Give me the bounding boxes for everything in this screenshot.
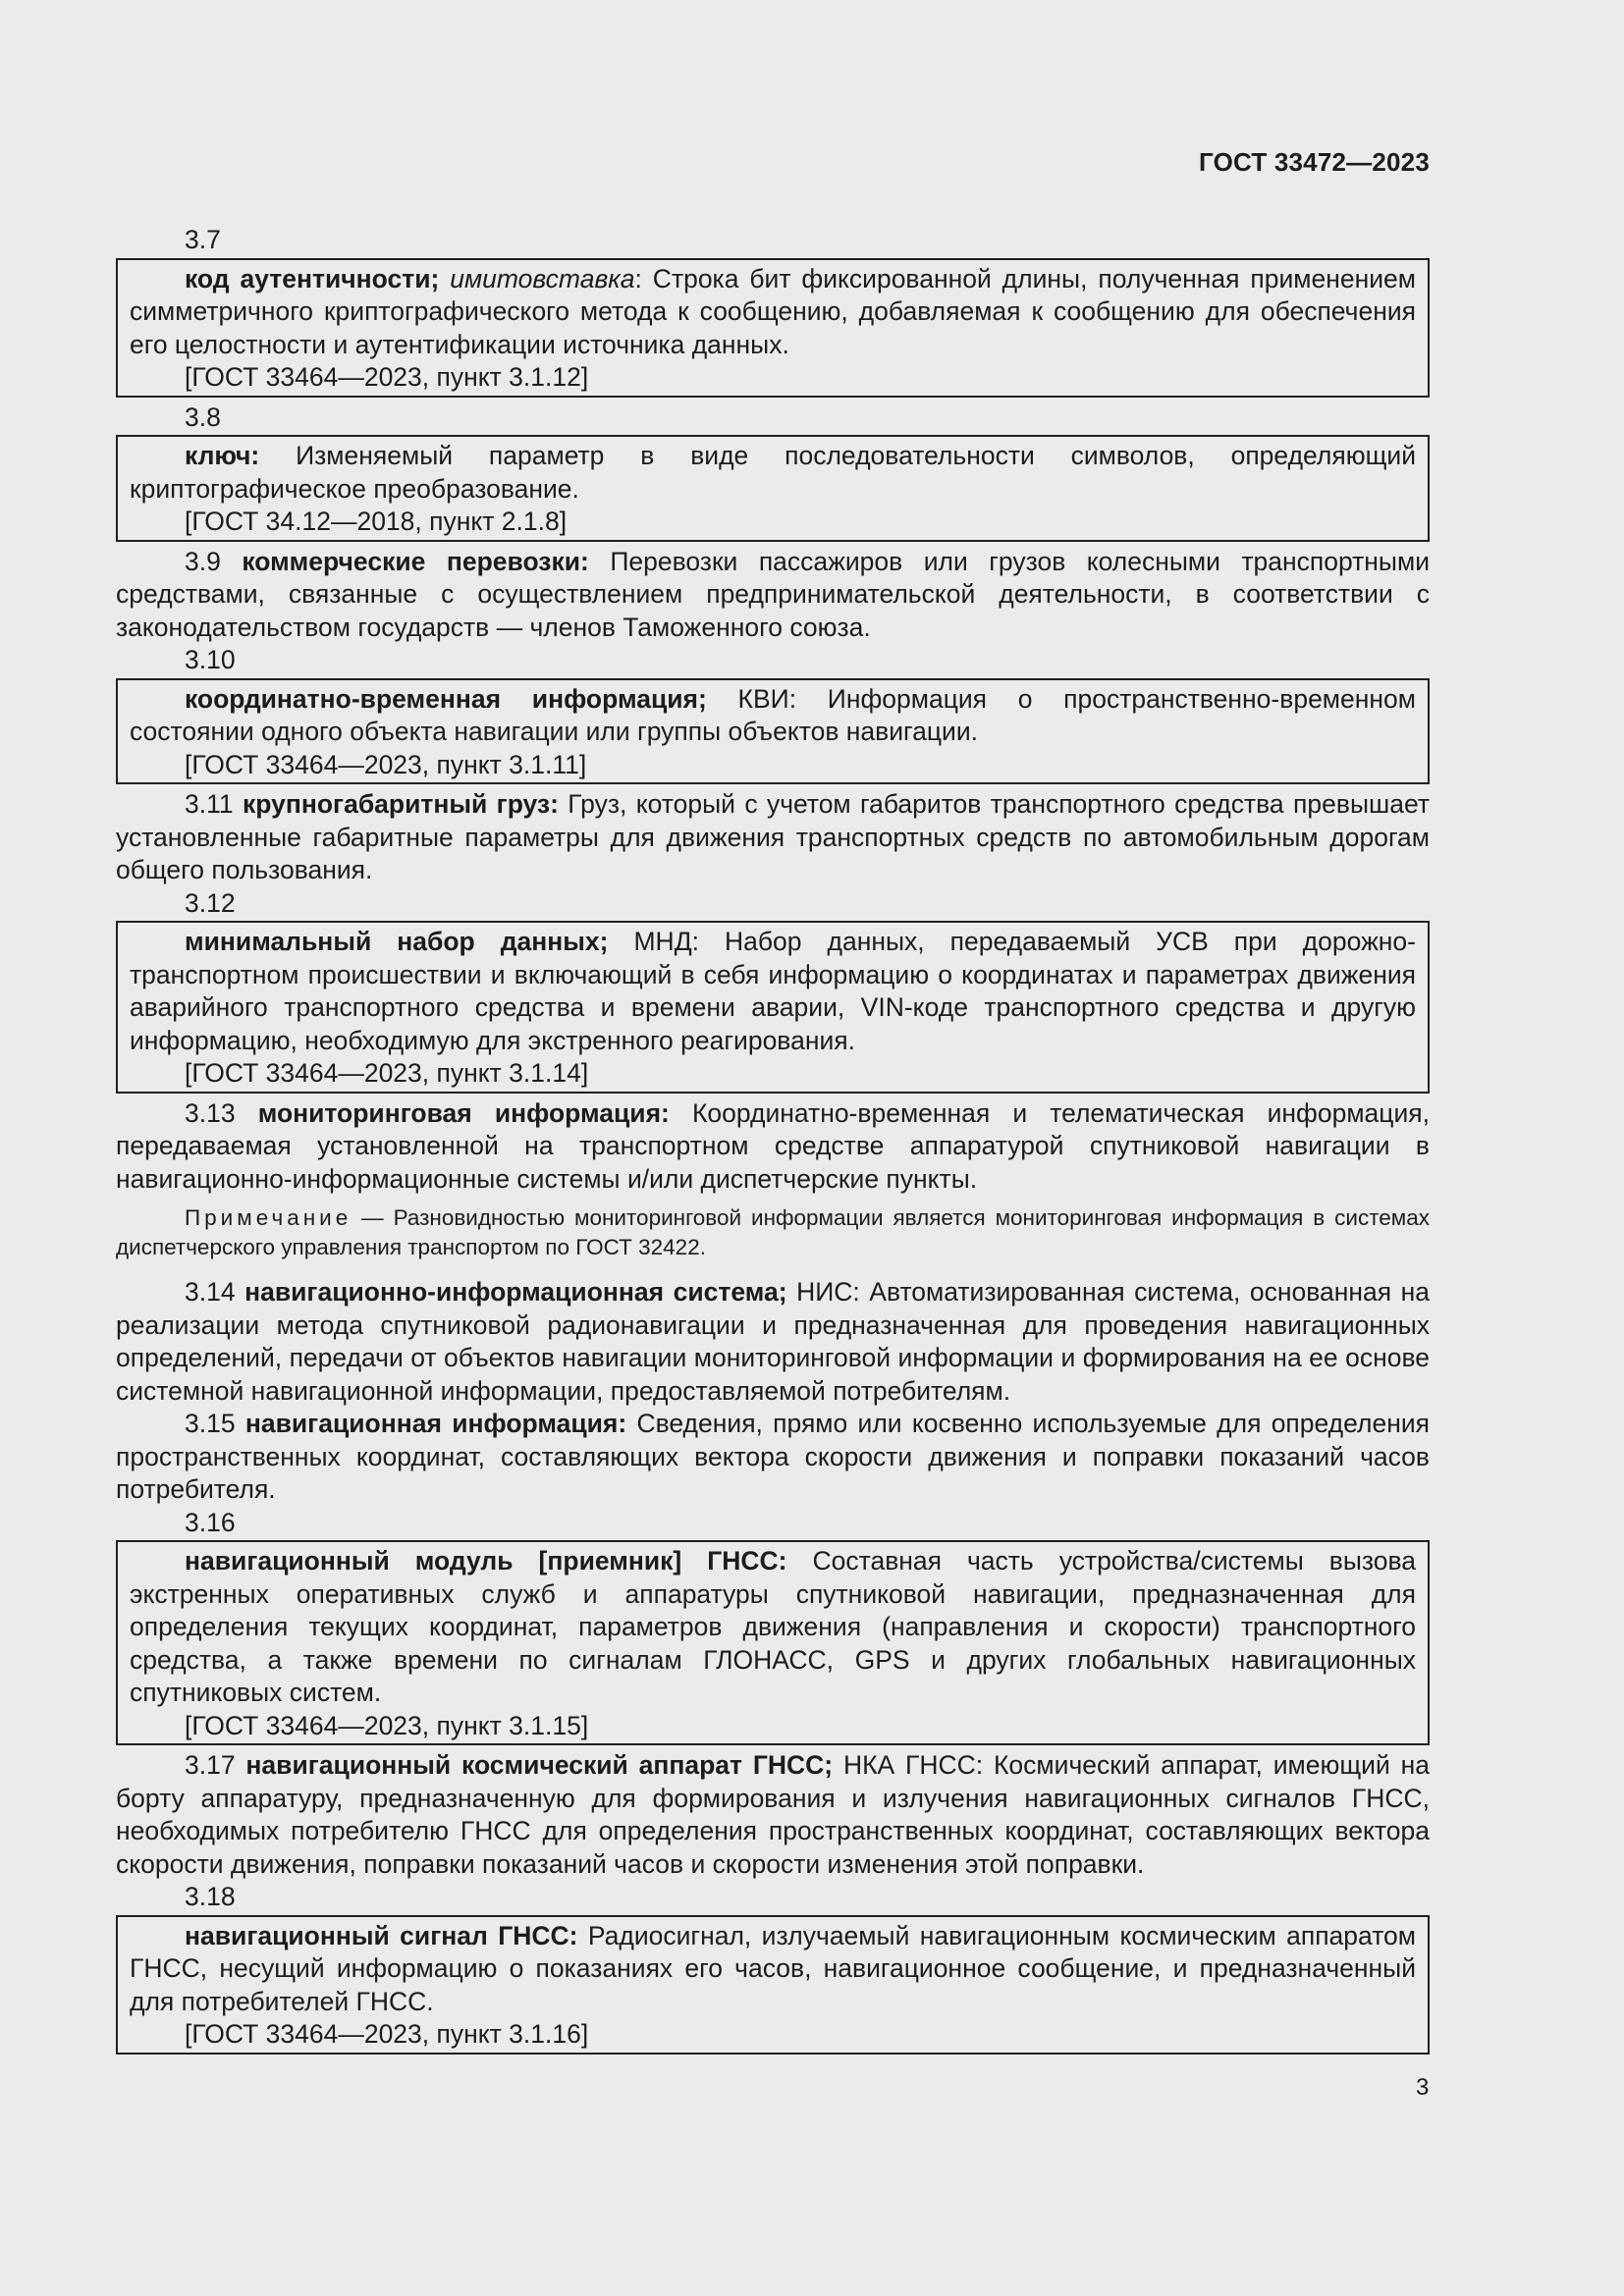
definition-text: Груз, который с учетом габаритов транспортного средства превышает установленные габаритные параметры для движения транспортных средств по автомобильным дорогам общего пользования. [116,789,1430,884]
term-number: 3.8 [185,401,221,432]
term-entry [116,1408,1430,1507]
definition-text: Перевозки пассажиров или грузов колесными транспортными средствами, связанные с осуществлением предпринимательской деятельности, в соответствии с законодательством государств — членов Таможенного союза. [116,546,1431,642]
term-source: [ГОСТ 33464—2023, пункт 3.1.15] [185,1710,589,1740]
definition-text: МНД: Набор данных, передаваемый УСВ при дорожно-транспортном происшествии и включающий в себя информацию о координатах и параметрах движения аварийного транспортного средства и времени аварии, VIN-коде транспортного средства и другую информацию, необходимую для экстренного реагирования. [130,927,1416,1055]
term-number: 3.14 [185,1277,236,1307]
term-definition [130,440,1416,506]
term-number: 3.17 [185,1750,236,1780]
definition-text: : Строка бит фиксированной длины, полученная применением симметричного криптографического метода к сообщению, добавляемая к сообщению для обеспечения его целостности и аутентификации источника данных. [130,263,1416,359]
quoted-term-box [116,678,1430,785]
term-name: навигационно-информационная система; [244,1277,787,1307]
term-name: навигационный сигнал ГНСС: [185,1920,578,1950]
quoted-term-box [116,258,1430,398]
term-number: 3.15 [185,1409,236,1438]
term-entry [116,1749,1430,1881]
term-source: [ГОСТ 33464—2023, пункт 3.1.12] [185,362,589,392]
definition-text: Координатно-временная и телематическая информация, передаваемая установленной на транспортном средстве аппаратурой спутниковой навигации в навигационно-информационные системы и/или диспетчерские пункты. [116,1097,1430,1194]
quoted-term-box [116,921,1430,1094]
definition-text: Радиосигнал, излучаемый навигационным космическим аппаратом ГНСС, несущий информацию о показаниях его часов, навигационное сообщение, и предназначенный для потребителей ГНСС. [130,1920,1416,2016]
note-text: — Разновидностью мониторинговой информации является мониторинговая информация в системах диспетчерского управления транспортом по ГОСТ 32422. [116,1205,1430,1259]
term-number: 3.16 [185,1507,236,1537]
term-name: ключ: [185,441,260,470]
term-source: [ГОСТ 33464—2023, пункт 3.1.16] [185,2019,589,2049]
term-name: код аутентичности; [185,263,440,294]
term-name: навигационный модуль [приемник] ГНСС: [185,1546,787,1575]
definition-text: Изменяемый параметр в виде последовательности символов, определяющий криптографическое преобразование. [130,441,1416,504]
term-number: 3.10 [185,645,236,674]
term-number: 3.13 [185,1097,236,1128]
document-code: ГОСТ 33472—2023 [1199,147,1430,177]
definition-text: НИС: Автоматизированная система, основанная на реализации метода спутниковой радионавигации и предназначенная для проведения навигационных определений, передачи от объектов навигации мониторинговой информации и формирования на ее основе системной навигационной информации, предоставляемой потребителям. [116,1277,1430,1406]
definition-text: Составная часть устройства/системы вызова экстренных оперативных служб и аппаратуры спутниковой навигации, предназначенная для определения текущих координат, параметров движения (направления и скорости) транспортного средства, а также времени по сигналам ГЛОНАСС, GPS и других глобальных навигационных спутниковых систем. [130,1546,1416,1707]
definition-text: КВИ: Информация о пространственно-временном состоянии одного объекта навигации или группы объектов навигации. [130,683,1416,746]
term-definition [130,1545,1416,1710]
term-name: навигационная информация: [244,1409,627,1438]
term-source: [ГОСТ 33464—2023, пункт 3.1.14] [185,1058,589,1088]
term-number: 3.12 [185,887,236,918]
term-source: [ГОСТ 34.12—2018, пункт 2.1.8] [185,507,568,536]
term-number: 3.18 [185,1882,236,1911]
term-definition [130,926,1416,1057]
term-name: крупногабаритный груз: [243,789,559,819]
term-definition [130,683,1416,749]
term-name: минимальный набор данных; [185,927,609,956]
term-name: мониторинговая информация: [257,1097,670,1128]
term-name: коммерческие перевозки: [242,546,589,576]
term-note [116,1203,1430,1262]
term-entry [116,546,1430,645]
term-source: [ГОСТ 33464—2023, пункт 3.1.11] [185,749,587,779]
term-number: 3.9 [185,546,221,576]
page-number: 3 [1416,2074,1430,2101]
term-name: координатно-временная информация; [185,683,707,714]
term-number: 3.11 [185,789,234,819]
term-definition [130,1920,1416,2019]
quoted-term-box [116,1540,1430,1745]
quoted-term-box [116,435,1430,542]
quoted-term-box [116,1915,1430,2055]
term-entry [116,1276,1430,1408]
term-number: 3.7 [185,225,221,254]
note-label: Примечание [185,1205,352,1230]
term-name: навигационный космический аппарат ГНСС; [245,1750,834,1780]
term-synonym: имитовставка [450,263,635,294]
terms-section [116,224,1430,2058]
definition-text: НКА ГНСС: Космический аппарат, имеющий на борту аппаратуру, предназначенную для формирования и излучения навигационных сигналов ГНСС, необходимых потребителю ГНСС для определения пространственных координат, составляющих вектора скорости движения, поправки показаний часов и скорости изменения этой поправки. [116,1750,1430,1879]
term-entry [116,1097,1430,1197]
definition-text: Сведения, прямо или косвенно используемые для определения пространственных координат, составляющих вектора скорости движения и поправки показаний часов потребителя. [116,1409,1430,1504]
term-entry [116,788,1430,887]
term-definition [130,263,1416,362]
